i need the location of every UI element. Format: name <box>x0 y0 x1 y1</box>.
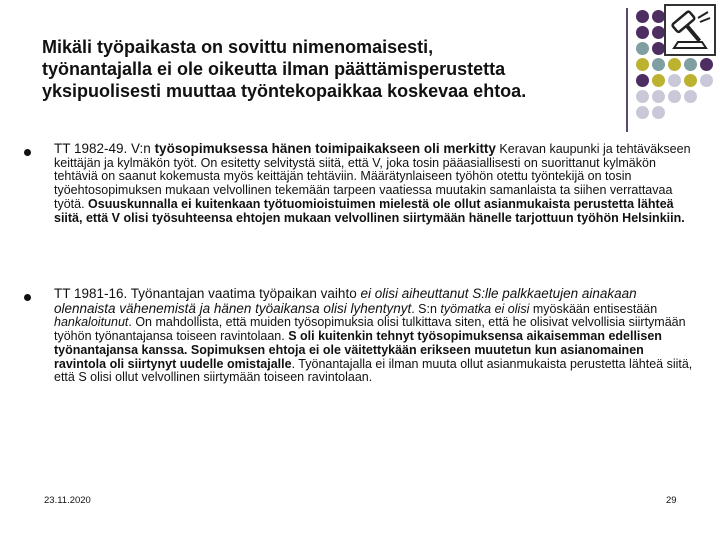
text-seg: myöskään entisestään <box>529 301 658 316</box>
case-id-1: TT 1982-49. <box>54 141 128 156</box>
text-seg-bold: Osuuskunnalla ei kuitenkaan työtuomioistuimen mielestä ole ollut asianmukaista perustetta lähteä siitä, että V olisi työsuhteensa ehtojen mukaan velvollinen siirtymään hänelle tarjottuun työhön Helsinkiin. <box>54 196 685 225</box>
dot <box>636 10 649 23</box>
dot <box>684 58 697 71</box>
dot <box>684 90 697 103</box>
dot <box>636 90 649 103</box>
title-line-1: Mikäli työpaikasta on sovittu nimenomaisesti, <box>42 37 434 57</box>
slide-title <box>42 36 617 102</box>
dot <box>652 58 665 71</box>
dot <box>636 58 649 71</box>
text-seg-italic: työmatka ei olisi <box>440 301 530 316</box>
text-seg: . On mahdollista, että muiden työsopimuksia olisi tulkittava siten, että he olisivat velvollisia siirtymään työhön työnantajansa toiseen ravintolaan. <box>54 315 686 344</box>
dot <box>700 74 713 87</box>
text-seg: Keravan kaupunki ja tehtäväkseen keittäjän ja kylmäkön työt. On esitetty selvitystä siitä, että V, joka tosin pääasiallisesti on suorittanut kylmäkön tehtäviä on saanut kokemusta myös keittäjän tehtäviin. Määrätynlaiseen työhön otettu työntekijä on tosin työehtosopimuksen mukaan velvollinen tekemään tarpeen vaatiessa muutakin samanlaista ta siihen verrattavaa työtä. <box>54 142 691 211</box>
gavel-icon <box>664 4 716 56</box>
title-line-3: yksipuolisesti muuttaa työntekopaikkaa koskevaa ehtoa. <box>42 81 527 101</box>
dot <box>652 90 665 103</box>
case-paragraph-2 <box>54 287 694 385</box>
text-seg: . S:n <box>411 301 441 316</box>
title-line-2: työnantajalla ei ole oikeutta ilman päättämisperustetta <box>42 59 506 79</box>
dot <box>636 42 649 55</box>
text-seg-italic: ei olisi aiheuttanut S:lle palkkaetujen ainakaan olennaista vähenemistä ja hänen työaikansa olisi lyhentynyt <box>54 286 637 316</box>
text-seg: . Työnantajalla ei ilman muuta ollut asianmukaista perustetta lähteä siitä, että S olisi ollut velvollinen siirtymään toiseen ravintolaan. <box>54 356 693 385</box>
case-id-2: TT 1981-16. <box>54 286 128 301</box>
dot <box>700 58 713 71</box>
dot <box>668 74 681 87</box>
text-seg-italic: hankaloitunut <box>54 315 129 330</box>
divider-line <box>626 8 628 132</box>
dot <box>668 90 681 103</box>
text-seg: V:n <box>127 141 155 156</box>
footer-date: 23.11.2020 <box>44 495 91 506</box>
dot <box>668 58 681 71</box>
dot <box>652 74 665 87</box>
dot <box>636 74 649 87</box>
dot <box>636 106 649 119</box>
bullet-marker-2 <box>24 294 31 301</box>
text-seg: Työnantajan vaatima työpaikan vaihto <box>127 286 361 301</box>
page-number: 29 <box>666 495 677 506</box>
bullet-marker-1 <box>24 149 31 156</box>
case-paragraph-1 <box>54 142 694 225</box>
text-seg-bold: työsopimuksessa hänen toimipaikakseen oli merkitty <box>154 141 496 156</box>
dot <box>684 74 697 87</box>
dot <box>652 106 665 119</box>
dot <box>636 26 649 39</box>
text-seg-bold: S oli kuitenkin tehnyt työsopimuksensa aikaisemman edellisen työnantajansa kanssa. Sopimuksen ehtoja ei ole väitettykään erikseen muutetun kun asianomainen ravintola oli siirtynyt uudelle omistajalle <box>54 329 662 371</box>
